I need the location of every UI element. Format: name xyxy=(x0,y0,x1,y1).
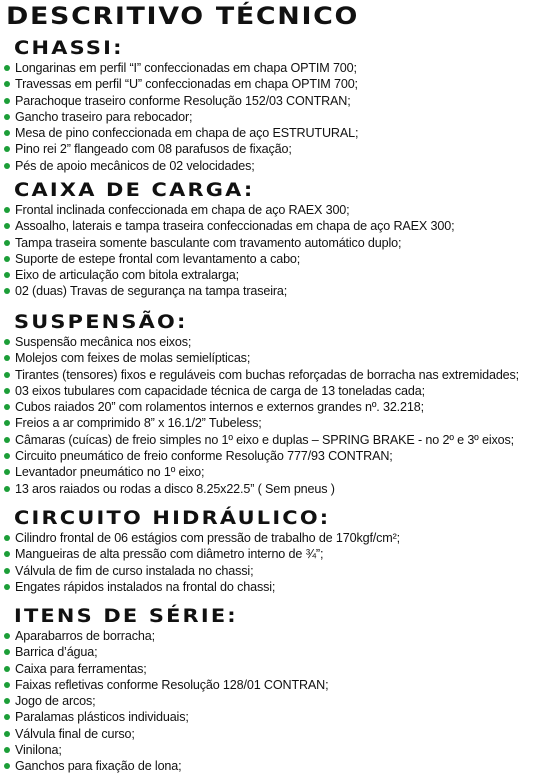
section-itens-de-serie xyxy=(0,604,534,775)
section-heading: CAIXA DE CARGA: xyxy=(14,179,255,201)
list-item xyxy=(0,661,534,677)
list-item-text: Faixas refletivas conforme Resolução 128/01 CONTRAN; xyxy=(15,677,329,692)
bullet-icon xyxy=(4,666,10,672)
section-heading: ITENS DE SÉRIE: xyxy=(14,605,238,627)
list-item-text: Eixo de articulação com bitola extralarga; xyxy=(15,268,240,283)
list-item-text: Circuito pneumático de freio conforme Resolução 777/93 CONTRAN; xyxy=(15,449,393,464)
list-item-text: Freios a ar comprimido 8” x 16.1/2” Tubeless; xyxy=(15,416,262,431)
bullet-icon xyxy=(4,584,10,590)
list-item xyxy=(0,367,534,383)
section-chassi xyxy=(0,36,534,174)
list-item xyxy=(0,251,534,267)
list-item-text: 03 eixos tubulares com capacidade técnica de carga de 13 toneladas cada; xyxy=(15,383,425,398)
bullet-icon xyxy=(4,223,10,229)
bullet-icon xyxy=(4,535,10,541)
bullet-icon xyxy=(4,486,10,492)
list-item-text: 02 (duas) Travas de segurança na tampa traseira; xyxy=(15,284,288,299)
list-item-text: Cilindro frontal de 06 estágios com pressão de trabalho de 170kgf/cm²; xyxy=(15,531,401,545)
bullet-icon xyxy=(4,355,10,361)
bullet-icon xyxy=(4,649,10,655)
list-item xyxy=(0,758,534,774)
list-item xyxy=(0,235,534,251)
section-item-list xyxy=(0,60,534,174)
bullet-icon xyxy=(4,130,10,136)
section-item-list xyxy=(0,530,534,595)
list-item xyxy=(0,628,534,644)
bullet-icon xyxy=(4,551,10,557)
section-item-list xyxy=(0,202,534,300)
bullet-icon xyxy=(4,437,10,443)
section-item-list xyxy=(0,334,534,497)
list-item xyxy=(0,60,534,76)
bullet-icon xyxy=(4,163,10,169)
list-item-text: Paralamas plásticos individuais; xyxy=(15,710,189,725)
list-item-text: Jogo de arcos; xyxy=(15,694,96,709)
bullet-icon xyxy=(4,207,10,213)
list-item xyxy=(0,125,534,141)
list-item xyxy=(0,93,534,109)
section-suspensao xyxy=(0,310,534,497)
list-item xyxy=(0,530,534,546)
list-item-text: Frontal inclinada confeccionada em chapa de aço RAEX 300; xyxy=(15,203,350,217)
list-item-text: Pino rei 2” flangeado com 08 parafusos de fixação; xyxy=(15,142,292,157)
bullet-icon xyxy=(4,763,10,769)
list-item xyxy=(0,644,534,660)
list-item xyxy=(0,283,534,299)
bullet-icon xyxy=(4,146,10,152)
list-item xyxy=(0,350,534,366)
list-item-text: Vinilona; xyxy=(15,743,62,758)
bullet-icon xyxy=(4,114,10,120)
list-item xyxy=(0,383,534,399)
list-item xyxy=(0,726,534,742)
bullet-icon xyxy=(4,633,10,639)
list-item xyxy=(0,76,534,92)
list-item-text: Tirantes (tensores) fixos e reguláveis com buchas reforçadas de borracha nas extremidades; xyxy=(15,367,520,382)
list-item-text: Suspensão mecânica nos eixos; xyxy=(15,335,192,349)
list-item xyxy=(0,579,534,595)
bullet-icon xyxy=(4,81,10,87)
list-item xyxy=(0,481,534,497)
list-item-text: Levantador pneumático no 1º eixo; xyxy=(15,465,205,480)
bullet-icon xyxy=(4,256,10,262)
list-item-text: Cubos raiados 20” com rolamentos internos e externos grandes nº. 32.218; xyxy=(15,400,424,415)
list-item-text: Longarinas em perfil “I” confeccionadas em chapa OPTIM 700; xyxy=(15,61,357,75)
bullet-icon xyxy=(4,240,10,246)
list-item xyxy=(0,202,534,218)
bullet-icon xyxy=(4,339,10,345)
list-item-text: 13 aros raiados ou rodas a disco 8.25x22.5” ( Sem pneus ) xyxy=(15,481,335,496)
list-item-text: Aparabarros de borracha; xyxy=(15,629,155,643)
bullet-icon xyxy=(4,98,10,104)
bullet-icon xyxy=(4,731,10,737)
list-item xyxy=(0,546,534,562)
list-item-text: Travessas em perfil “U” confeccionadas em chapa OPTIM 700; xyxy=(15,77,358,92)
list-item xyxy=(0,693,534,709)
section-heading: CHASSI: xyxy=(14,37,124,59)
bullet-icon xyxy=(4,698,10,704)
list-item-text: Molejos com feixes de molas semielípticas; xyxy=(15,351,251,366)
list-item-text: Caixa para ferramentas; xyxy=(15,661,147,676)
list-item-text: Assoalho, laterais e tampa traseira confeccionadas em chapa de aço RAEX 300; xyxy=(15,219,455,234)
list-item xyxy=(0,415,534,431)
document-title: DESCRITIVO TÉCNICO xyxy=(6,2,360,30)
bullet-icon xyxy=(4,65,10,71)
list-item-text: Engates rápidos instalados na frontal do chassi; xyxy=(15,579,276,594)
list-item xyxy=(0,677,534,693)
list-item-text: Pés de apoio mecânicos de 02 velocidades; xyxy=(15,158,255,173)
bullet-icon xyxy=(4,682,10,688)
bullet-icon xyxy=(4,568,10,574)
list-item xyxy=(0,709,534,725)
list-item xyxy=(0,109,534,125)
list-item-text: Mesa de pino confeccionada em chapa de aço ESTRUTURAL; xyxy=(15,126,359,141)
list-item xyxy=(0,448,534,464)
section-heading: CIRCUITO HIDRÁULICO: xyxy=(14,507,331,529)
bullet-icon xyxy=(4,272,10,278)
list-item xyxy=(0,563,534,579)
bullet-icon xyxy=(4,420,10,426)
list-item-text: Válvula final de curso; xyxy=(15,726,135,741)
list-item xyxy=(0,432,534,448)
list-item xyxy=(0,158,534,174)
list-item-text: Suporte de estepe frontal com levantamento a cabo; xyxy=(15,251,301,266)
list-item-text: Ganchos para fixação de lona; xyxy=(15,759,182,774)
list-item-text: Câmaras (cuícas) de freio simples no 1º eixo e duplas – SPRING BRAKE - no 2º e 3º eixos; xyxy=(15,432,514,447)
bullet-icon xyxy=(4,747,10,753)
bullet-icon xyxy=(4,714,10,720)
section-heading: SUSPENSÃO: xyxy=(14,311,188,333)
list-item xyxy=(0,399,534,415)
list-item xyxy=(0,141,534,157)
bullet-icon xyxy=(4,388,10,394)
bullet-icon xyxy=(4,288,10,294)
list-item-text: Válvula de fim de curso instalada no chassi; xyxy=(15,563,254,578)
bullet-icon xyxy=(4,404,10,410)
list-item-text: Parachoque traseiro conforme Resolução 152/03 CONTRAN; xyxy=(15,93,351,108)
list-item xyxy=(0,267,534,283)
list-item-text: Mangueiras de alta pressão com diâmetro interno de ¾”; xyxy=(15,547,324,562)
list-item xyxy=(0,334,534,350)
bullet-icon xyxy=(4,469,10,475)
list-item xyxy=(0,742,534,758)
section-circuito-hidraulico xyxy=(0,506,534,595)
list-item-text: Gancho traseiro para rebocador; xyxy=(15,109,193,124)
section-caixa-de-carga xyxy=(0,178,534,300)
list-item xyxy=(0,464,534,480)
list-item-text: Tampa traseira somente basculante com travamento automático duplo; xyxy=(15,235,402,250)
section-item-list xyxy=(0,628,534,775)
bullet-icon xyxy=(4,453,10,459)
list-item xyxy=(0,218,534,234)
list-item-text: Barrica d’água; xyxy=(15,645,98,660)
bullet-icon xyxy=(4,372,10,378)
